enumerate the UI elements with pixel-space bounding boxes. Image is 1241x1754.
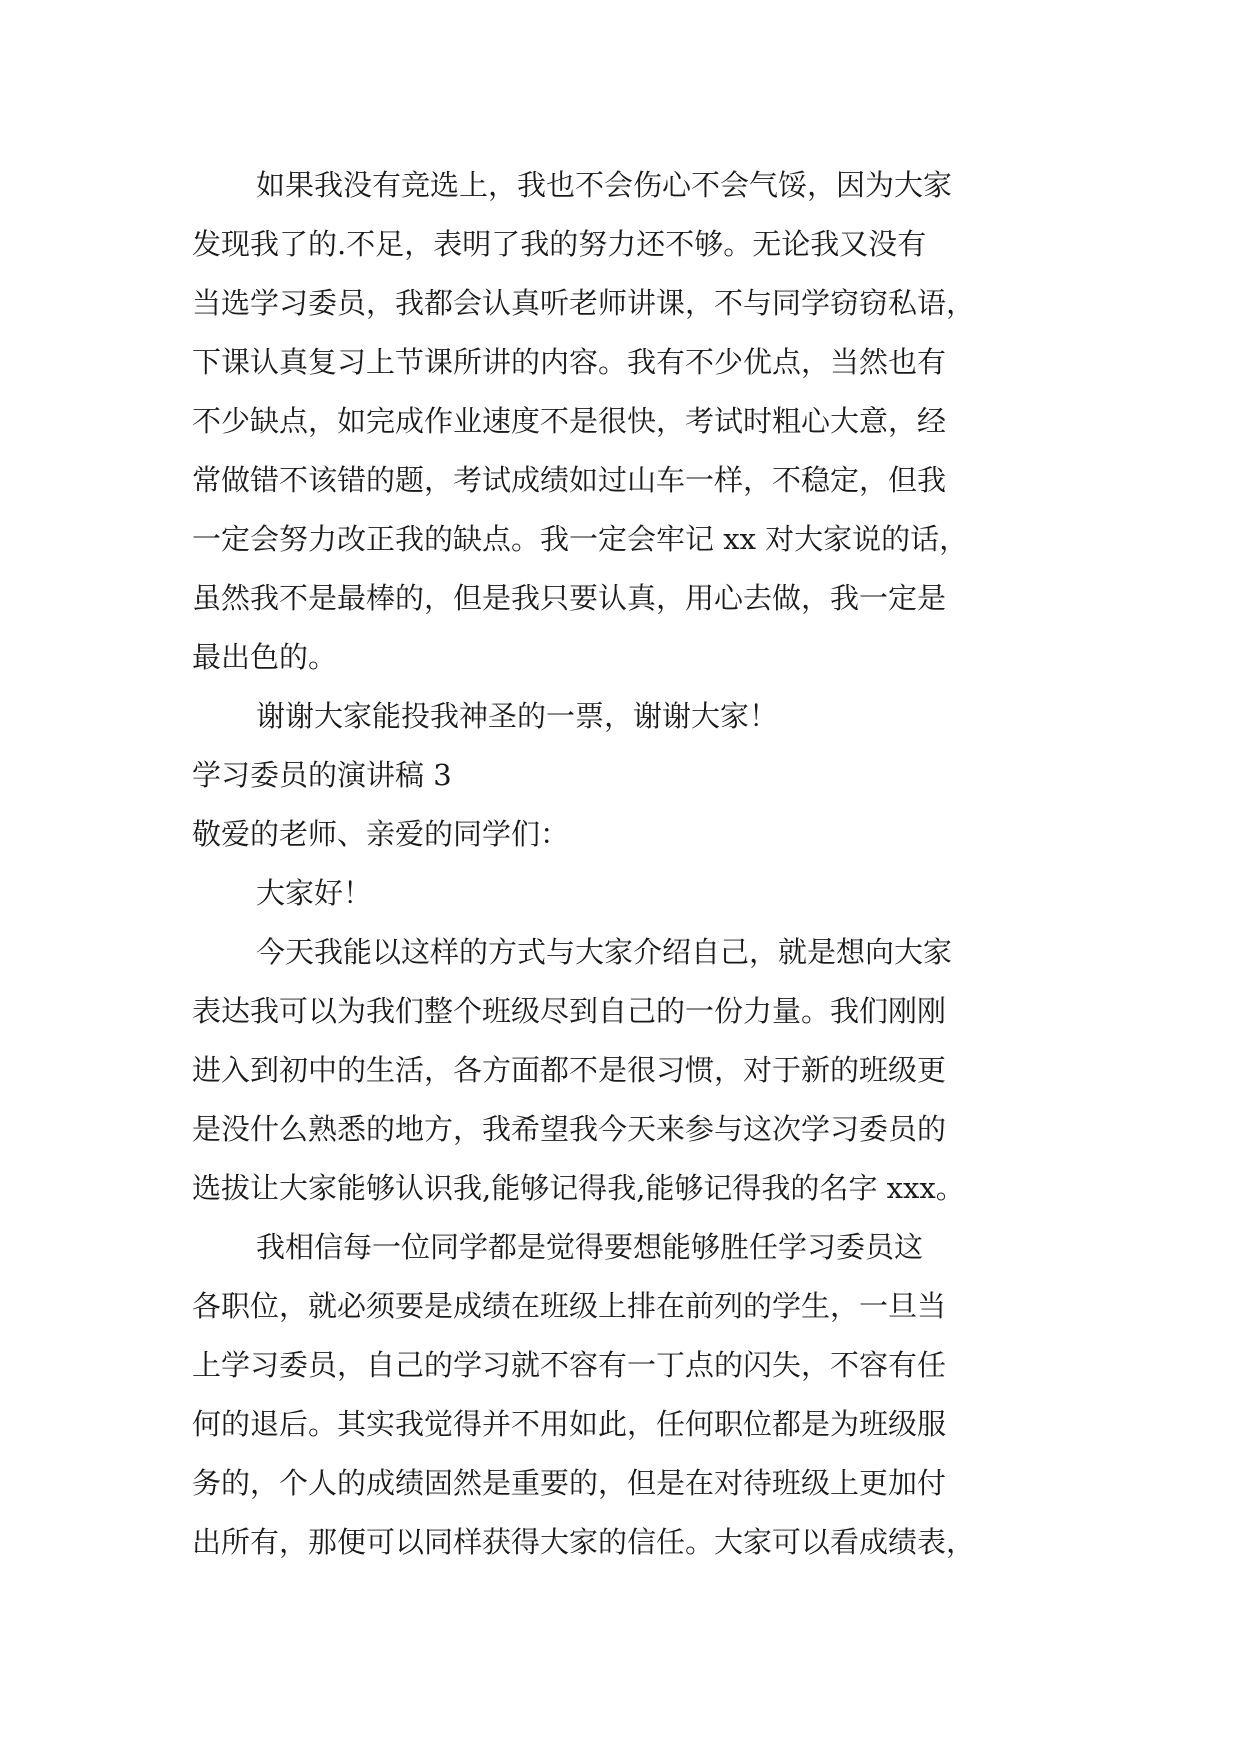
paragraph-line: 不少缺点，如完成作业速度不是很快，考试时粗心大意，经 [192,404,947,438]
paragraph-line: 下课认真复习上节课所讲的内容。我有不少优点，当然也有 [192,345,947,379]
paragraph-line: 今天我能以这样的方式与大家介绍自己，就是想向大家 [256,935,953,969]
paragraph-line: 我相信每一位同学都是觉得要想能够胜任学习委员这 [256,1230,924,1264]
paragraph-line: 表达我可以为我们整个班级尽到自己的一份力量。我们刚刚 [192,994,947,1028]
greeting: 大家好！ [256,876,373,910]
paragraph-line: 何的退后。其实我觉得并不用如此，任何职位都是为班级服 [192,1407,947,1441]
paragraph-line: 发现我了的.不足，表明了我的努力还不够。无论我又没有 [192,227,927,261]
paragraph-line: 如果我没有竞选上，我也不会伤心不会气馁，因为大家 [256,168,953,202]
paragraph-line: 各职位，就必须要是成绩在班级上排在前列的学生，一旦当 [192,1289,947,1323]
paragraph-line: 出所有，那便可以同样获得大家的信任。大家可以看成绩表， [192,1525,976,1559]
document-body [192,156,1072,1572]
paragraph-line: 进入到初中的生活，各方面都不是很习惯，对于新的班级更 [192,1053,947,1087]
paragraph-line: 一定会努力改正我的缺点。我一定会牢记 xx 对大家说的话， [192,522,969,556]
paragraph-line: 是没什么熟悉的地方，我希望我今天来参与这次学习委员的 [192,1112,947,1146]
paragraph-line: 当选学习委员，我都会认真听老师讲课，不与同学窃窃私语， [192,286,976,320]
paragraph-line: 常做错不该错的题，考试成绩如过山车一样，不稳定，但我 [192,463,947,497]
salutation: 敬爱的老师、亲爱的同学们： [192,817,570,851]
paragraph-line: 上学习委员，自己的学习就不容有一丁点的闪失，不容有任 [192,1348,947,1382]
thanks-line: 谢谢大家能投我神圣的一票，谢谢大家！ [256,699,779,733]
paragraph-line: 务的，个人的成绩固然是重要的，但是在对待班级上更加付 [192,1466,947,1500]
section-heading: 学习委员的演讲稿 3 [192,758,452,792]
paragraph-line: 虽然我不是最棒的，但是我只要认真，用心去做，我一定是 [192,581,947,615]
paragraph-line: 最出色的。 [192,640,338,674]
paragraph-line: 选拔让大家能够认识我,能够记得我,能够记得我的名字 xxx。 [192,1171,965,1205]
